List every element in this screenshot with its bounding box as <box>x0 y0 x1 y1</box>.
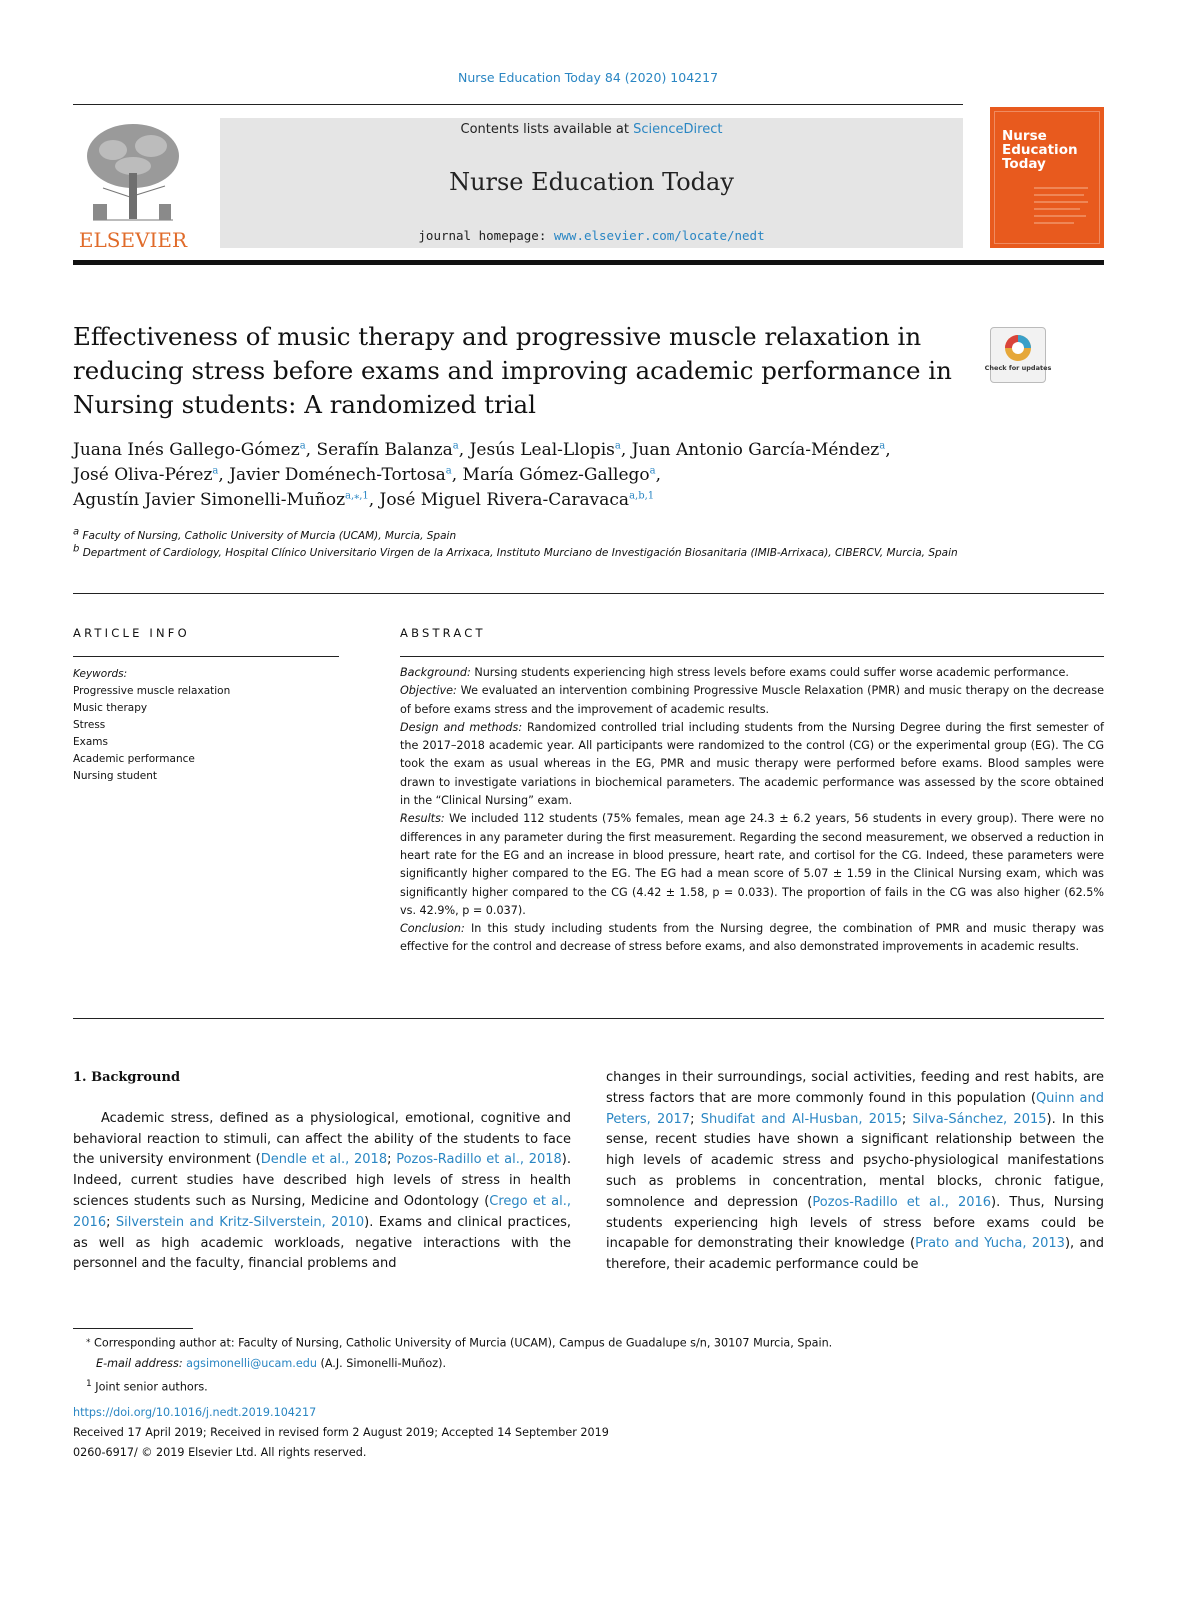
author-affiliation-marker[interactable]: a,⁎,1 <box>345 490 369 502</box>
check-for-updates-button[interactable] <box>984 327 1052 383</box>
citation-link[interactable]: Prato and Yucha, 2013 <box>915 1236 1065 1252</box>
paper-title: Effectiveness of music therapy and progressive muscle relaxation in reducing stress before exams and improving academic performance in Nursing students: A randomized trial <box>73 322 952 419</box>
citation-link[interactable]: Crego et al., 2016 <box>73 1193 571 1230</box>
body-column-right <box>606 1068 1104 1276</box>
author-affiliation-marker[interactable]: a <box>212 465 219 477</box>
crossmark-icon <box>984 328 1052 382</box>
author-name[interactable]: Javier Doménech-Tortosa <box>229 465 446 485</box>
abstract-rule <box>400 656 1104 657</box>
author-affiliation-marker[interactable]: a <box>452 440 459 452</box>
elsevier-tree-icon <box>73 118 193 250</box>
abstract-body <box>400 664 1104 957</box>
crossmark-label: Check for updates <box>984 364 1052 372</box>
author-name[interactable]: Serafín Balanza <box>316 440 453 460</box>
article-info-rule <box>73 656 339 657</box>
body-text: ; <box>690 1111 701 1127</box>
author-affiliation-marker[interactable]: a <box>299 440 306 452</box>
footnotes <box>86 1330 1086 1397</box>
affiliation-b: $^b$ Department of Cardiology, Hospital Clínico Universitario Virgen de la Arrixaca, Instituto Murciano de Investigación Biosanitaria (IMIB-Arrixaca), CIBERCV, Murcia, Spain <box>73 543 958 559</box>
header-thick-rule <box>73 260 1104 265</box>
homepage-prefix: journal homepage: <box>418 228 554 243</box>
author-affiliation-marker[interactable]: a,b,1 <box>629 490 655 502</box>
divider-rule <box>73 1018 1104 1019</box>
keywords-list <box>73 666 230 785</box>
joint-authors-note: $^1$ Joint senior authors. <box>86 1378 208 1394</box>
divider-rule <box>73 593 1104 594</box>
journal-reference-link[interactable]: Nurse Education Today 84 (2020) 104217 <box>457 70 719 85</box>
citation-link[interactable]: Pozos-Radillo et al., 2018 <box>396 1152 562 1168</box>
body-paragraph <box>73 1109 571 1275</box>
homepage-line <box>220 228 963 243</box>
abstract-heading: ABSTRACT <box>400 626 486 640</box>
body-text: ). Exams and clinical practices, as well as high academic workloads, negative interactions with the personnel and the faculty, financial problems and <box>73 1214 571 1272</box>
keywords-label: Keywords: <box>73 668 128 680</box>
email-note: E-mail address: agsimonelli@ucam.edu (A.J. Simonelli-Muñoz). <box>96 1356 447 1370</box>
abstract-design-methods: Design and methods: Randomized controlled trial including students from the Nursing Degree during the first semester of the 2017–2018 academic year. All participants were randomized to the control (CG) or the experimental group (EG). The CG took the exam as usual whereas in the EG, PMR and music therapy were performed before exams. Blood samples were drawn to investigate variations in biochemical parameters. The academic performance was assessed by the score obtained in the “Clinical Nursing” exam. <box>400 720 1104 808</box>
journal-title: Nurse Education Today <box>449 168 734 196</box>
citation-link[interactable]: Dendle et al., 2018 <box>260 1152 388 1168</box>
journal-masthead <box>220 118 963 248</box>
body-text: ; <box>901 1111 913 1127</box>
sciencedirect-link[interactable]: ScienceDirect <box>633 122 723 137</box>
author-list: Juana Inés Gallego-Gómez$^a$, Serafín Balanza$^a$, Jesús Leal-Llopis$^a$, Juan Antonio García-Méndez$^a$, José Oliva-Pérez$^a$, Javier Doménech-Tortosa$^a$, María Gómez-Gallego$^a$, Agustín Javier Simonelli-Muñoz$^{a,⁎,1}$, José Miguel Rivera-Caravaca$^{a,b,1}$ <box>73 440 891 510</box>
citation-link[interactable]: Silva-Sánchez, 2015 <box>912 1111 1047 1127</box>
contents-line <box>220 122 963 137</box>
doi-link[interactable]: https://doi.org/10.1016/j.nedt.2019.104217 <box>73 1406 317 1419</box>
body-text: ). Thus, Nursing students experiencing high levels of stress before exams could be incapable for demonstrating their knowledge ( <box>606 1194 1104 1252</box>
abstract-conclusion: Conclusion: In this study including students from the Nursing degree, the combination of PMR and music therapy was effective for the control and decrease of stress before exams, and also demonstrated improvements in academic results. <box>400 922 1104 954</box>
journal-cover-thumbnail <box>990 107 1104 248</box>
section-heading-background: 1. Background <box>73 1070 181 1085</box>
citation-link[interactable]: Silverstein and Kritz-Silverstein, 2010 <box>115 1214 365 1230</box>
elsevier-wordmark: ELSEVIER <box>78 228 188 252</box>
keyword-item: Stress <box>73 719 106 731</box>
publication-info <box>73 1403 1073 1463</box>
body-text: ). In this sense, recent studies have shown a significant relationship between the high levels of academic stress and psycho-physiological manifestations such as problems in concentration, mental blocks, chronic fatigue, somnolence and depression ( <box>606 1111 1105 1210</box>
body-text: ). Indeed, current studies have described high levels of stress in health sciences students such as Nursing, Medicine and Odontology ( <box>73 1152 572 1209</box>
author-name[interactable]: Agustín Javier Simonelli-Muñoz <box>73 490 346 510</box>
author-name[interactable]: José Oliva-Pérez <box>73 465 213 485</box>
article-info-heading: ARTICLE INFO <box>73 626 190 640</box>
body-paragraph <box>606 1068 1104 1276</box>
author-affiliation-marker[interactable]: a <box>649 465 656 477</box>
contents-prefix: Contents lists available at <box>460 122 634 137</box>
cover-title: Nurse Education Today <box>1002 128 1078 172</box>
journal-homepage-link[interactable]: www.elsevier.com/locate/nedt <box>553 228 765 243</box>
body-text: ), and therefore, their academic performance could be <box>606 1236 1104 1273</box>
author-affiliation-marker[interactable]: a <box>614 440 621 452</box>
top-rule <box>73 104 963 105</box>
author-name[interactable]: María Gómez-Gallego <box>462 465 650 485</box>
author-name[interactable]: Juana Inés Gallego-Gómez <box>73 440 300 460</box>
keyword-item: Academic performance <box>73 753 195 765</box>
body-text: changes in their surroundings, social activities, feeding and rest habits, are stress factors that are more commonly found in this population ( <box>606 1070 1104 1106</box>
keyword-item: Music therapy <box>73 702 148 714</box>
author-name[interactable]: Jesús Leal-Llopis <box>469 440 615 460</box>
keyword-item: Nursing student <box>73 770 158 782</box>
elsevier-logo <box>73 118 193 250</box>
body-text: Academic stress, defined as a physiological, emotional, cognitive and behavioral reaction to stimuli, can affect the ability of the students to face the university environment ( <box>73 1110 571 1168</box>
footnote-rule <box>73 1328 193 1329</box>
author-name[interactable]: José Miguel Rivera-Caravaca <box>379 490 630 510</box>
author-name[interactable]: Juan Antonio García-Méndez <box>631 440 880 460</box>
author-affiliation-marker[interactable]: a <box>879 440 886 452</box>
citation-link[interactable]: Quinn and Peters, 2017 <box>606 1090 1105 1127</box>
cover-contents-lines <box>1034 185 1088 225</box>
body-text: ; <box>387 1152 397 1168</box>
affiliations <box>73 528 1033 562</box>
citation-link[interactable]: Pozos-Radillo et al., 2016 <box>812 1194 992 1210</box>
abstract-results: Results: We included 112 students (75% females, mean age 24.3 ± 6.2 years, 56 students in every group). There were no differences in any parameter during the first measurement. Regarding the second measurement, we observed a reduction in heart rate for the EG and an increase in blood pressure, heart rate, and cortisol for the CG. Indeed, these parameters were significantly higher compared to the EG. The EG had a mean score of 5.07 ± 1.59 in the Clinical Nursing exam, which was significantly higher compared to the CG (4.42 ± 1.58, p = 0.033). The proportion of fails in the CG was also higher (62.5% vs. 42.9%, p = 0.037). <box>400 812 1104 917</box>
abstract-objective: Objective: We evaluated an intervention combining Progressive Muscle Relaxation (PMR) and music therapy on the decrease of before exams stress and the improvement of academic results. <box>400 684 1104 716</box>
citation-link[interactable]: Shudifat and Al-Husban, 2015 <box>700 1111 902 1127</box>
author-email-link[interactable]: agsimonelli@ucam.edu <box>186 1356 317 1370</box>
keyword-item: Progressive muscle relaxation <box>73 685 231 697</box>
affiliation-a: $^a$ Faculty of Nursing, Catholic University of Murcia (UCAM), Murcia, Spain <box>73 526 457 542</box>
corresponding-author-note: ⁎ Corresponding author at: Faculty of Nursing, Catholic University of Murcia (UCAM), Campus de Guadalupe s/n, 30107 Murcia, Spain. <box>86 1335 833 1350</box>
abstract-background: Background: Nursing students experiencing high stress levels before exams could suffer worse academic performance. <box>400 666 1069 679</box>
received-dates: Received 17 April 2019; Received in revised form 2 August 2019; Accepted 14 September 2019 <box>73 1426 609 1439</box>
author-affiliation-marker[interactable]: a <box>445 465 452 477</box>
body-text: ; <box>106 1214 116 1230</box>
body-column-left <box>73 1068 571 1275</box>
keyword-item: Exams <box>73 736 108 748</box>
copyright-line: 0260-6917/ © 2019 Elsevier Ltd. All rights reserved. <box>73 1446 367 1459</box>
